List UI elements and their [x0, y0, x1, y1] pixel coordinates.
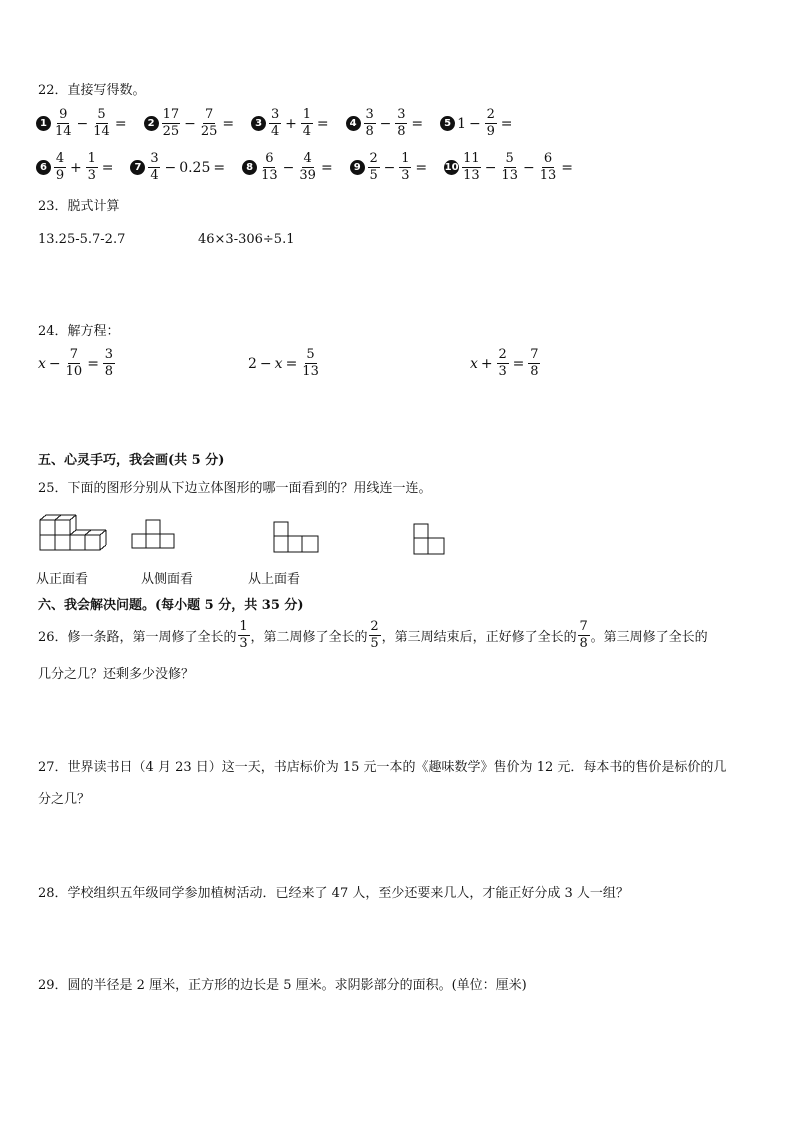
q22-item-6-fraction — [54, 152, 66, 183]
q24-eq1-numerator: 3 — [104, 347, 114, 362]
q22-item-3 — [251, 108, 331, 139]
view-shape-3 — [414, 524, 444, 554]
q22-item-3-operator: = — [316, 115, 329, 132]
q22-item-1-operator: − — [76, 115, 89, 132]
q24-eq2-fraction — [301, 348, 320, 379]
q24-eq2-operator: = — [285, 355, 298, 372]
q22-item-9-numerator: 2 — [369, 151, 378, 166]
q22-item-5 — [440, 108, 515, 139]
q24-eq2-number: 2 — [248, 355, 257, 372]
q22-item-7-number: 0.25 — [179, 159, 211, 176]
q22-item-6-denominator: 9 — [55, 168, 65, 183]
q23-title: 23．脱式计算 — [38, 199, 120, 214]
q22-item-7-operator: − — [164, 159, 177, 176]
item-number-badge: 2 — [144, 116, 159, 131]
q24-eq1-operator: = — [87, 355, 99, 372]
q22-item-3-numerator: 3 — [270, 107, 280, 122]
item-number-badge: 4 — [346, 116, 361, 131]
q22-item-8-operator: − — [282, 159, 295, 176]
q22-item-6-denominator: 3 — [87, 168, 96, 183]
view-top-label: 从上面看 — [248, 572, 301, 587]
q26-fraction-2: $\frac{2}{5}$ — [370, 619, 379, 651]
q22-item-10-denominator: 13 — [501, 168, 518, 183]
q22-title: 22．直接写得数。 — [38, 83, 146, 98]
view-shape-1 — [132, 520, 174, 548]
q26-text-1: 26．修一条路，第一周修了全长的 — [38, 630, 237, 645]
q22-item-10-fraction — [462, 152, 481, 183]
view-shape-2 — [274, 522, 318, 552]
q23-expr-2: 46×3-306÷5.1 — [198, 232, 295, 247]
item-number-badge: 8 — [242, 160, 257, 175]
q22-item-9-fraction — [368, 152, 380, 183]
q22-item-3-operator: + — [285, 115, 297, 132]
q22-item-2-denominator: 25 — [162, 124, 180, 139]
q22-item-6 — [36, 152, 116, 183]
q22-item-1-fraction — [92, 108, 111, 139]
q22-item-8-operator: = — [320, 159, 333, 176]
item-number-badge: 3 — [251, 116, 266, 131]
q22-item-5-operator: − — [468, 115, 481, 132]
q24-eq1-variable: x — [38, 355, 46, 372]
q22-item-6-numerator: 1 — [87, 151, 96, 166]
q26-fraction-1: $\frac{1}{3}$ — [239, 619, 248, 651]
q22-item-3-fraction — [269, 108, 281, 139]
q22-item-8 — [242, 152, 336, 183]
q26-fraction-3: $\frac{7}{8}$ — [579, 619, 588, 651]
item-number-badge: 7 — [130, 160, 145, 175]
q24-eq2-denominator: 13 — [302, 364, 319, 379]
q24-eq3-fraction — [497, 348, 509, 379]
q22-item-3-fraction — [301, 108, 313, 139]
q26-line-1 — [38, 620, 708, 651]
q28-line-1: 28．学校组织五年级同学参加植树活动．已经来了 47 人，至少还要来几人，才能正好分成 3 人一组？ — [38, 886, 629, 901]
q22-item-1-numerator: 9 — [59, 107, 68, 122]
q22-row-1 — [36, 108, 529, 139]
q24-eq1-fraction — [103, 348, 115, 379]
q24-equation-3 — [470, 348, 541, 379]
q22-row-2 — [36, 152, 590, 183]
q22-item-5-number: 1 — [457, 115, 466, 132]
q29-line-1: 29．圆的半径是 2 厘米，正方形的边长是 5 厘米。求阴影部分的面积。(单位：厘米) — [38, 978, 527, 993]
q23-expr-1: 13.25-5.7-2.7 — [38, 232, 126, 247]
q22-item-2 — [144, 108, 238, 139]
q22-item-4-numerator: 3 — [365, 107, 374, 122]
q24-eq2-variable: x — [274, 355, 283, 372]
q22-item-1-denominator: 14 — [55, 124, 72, 139]
q22-item-1-operator: = — [114, 115, 127, 132]
q22-item-10-fraction — [539, 152, 558, 183]
q22-item-8-fraction — [298, 152, 317, 183]
view-side-label: 从侧面看 — [141, 572, 194, 587]
q24-eq3-numerator: 2 — [498, 347, 507, 362]
q22-item-6-operator: + — [70, 159, 82, 176]
q26-line-2: 几分之几？还剩多少没修？ — [38, 667, 195, 682]
q24-eq3-denominator: 3 — [498, 364, 507, 379]
q22-item-8-fraction — [260, 152, 279, 183]
q24-eq3-fraction — [528, 348, 540, 379]
q22-item-10-denominator: 13 — [539, 168, 557, 183]
solid-figure — [40, 515, 106, 550]
section-5-title: 五、心灵手巧，我会画(共 5 分) — [38, 453, 225, 468]
q24-eq3-denominator: 8 — [530, 364, 539, 379]
q22-item-8-numerator: 4 — [303, 151, 312, 166]
q22-item-10-fraction — [500, 152, 519, 183]
q22-item-4-numerator: 3 — [397, 107, 406, 122]
q22-item-4-operator: − — [379, 115, 392, 132]
q22-item-5-numerator: 2 — [486, 107, 495, 122]
q22-item-5-operator: = — [500, 115, 513, 132]
q24-equation-1 — [38, 348, 116, 379]
q24-equation-2 — [248, 348, 321, 379]
q22-item-8-numerator: 6 — [265, 151, 274, 166]
q27-line-1: 27．世界读书日（4 月 23 日）这一天，书店标价为 15 元一本的《趣味数学》售价为 12 元．每本书的售价是标价的几 — [38, 760, 727, 775]
item-number-badge: 9 — [350, 160, 365, 175]
q22-item-9-operator: − — [383, 159, 396, 176]
q24-title: 24．解方程： — [38, 324, 120, 339]
q22-item-1-fraction — [54, 108, 73, 139]
q25-figures — [36, 510, 456, 560]
q22-item-4 — [346, 108, 426, 139]
q22-item-10 — [444, 152, 576, 183]
q22-item-8-denominator: 13 — [261, 168, 278, 183]
q25-title: 25．下面的图形分别从下边立体图形的哪一面看到的？用线连一连。 — [38, 481, 432, 496]
q24-eq3-numerator: 7 — [530, 347, 539, 362]
q22-item-9-numerator: 1 — [401, 151, 410, 166]
q24-eq3-operator: + — [480, 355, 493, 372]
q22-item-4-fraction — [364, 108, 376, 139]
q22-item-10-numerator: 5 — [505, 151, 514, 166]
q24-eq1-numerator: 7 — [69, 347, 79, 362]
q22-item-3-numerator: 1 — [302, 107, 311, 122]
q22-item-7-operator: = — [213, 159, 226, 176]
q24-eq1-operator: − — [48, 355, 61, 372]
q22-item-6-numerator: 4 — [55, 151, 65, 166]
q26-text-3: ，第三周结束后，正好修了全长的 — [381, 630, 577, 645]
q22-item-9 — [350, 152, 430, 183]
q22-item-8-denominator: 39 — [299, 168, 316, 183]
q24-eq3-variable: x — [470, 355, 478, 372]
q22-item-2-numerator: 17 — [162, 107, 180, 122]
q22-item-4-operator: = — [411, 115, 424, 132]
q22-item-6-fraction — [86, 152, 98, 183]
q22-item-7-denominator: 4 — [150, 168, 159, 183]
section-6-title: 六、我会解决问题。(每小题 5 分，共 35 分) — [38, 598, 304, 613]
q22-item-1-numerator: 5 — [97, 107, 106, 122]
q22-item-9-denominator: 5 — [369, 168, 378, 183]
q22-item-6-operator: = — [101, 159, 114, 176]
q22-item-9-denominator: 3 — [401, 168, 410, 183]
q26-text-4: 。第三周修了全长的 — [590, 630, 708, 645]
q22-item-5-fraction — [485, 108, 497, 139]
item-number-badge: 1 — [36, 116, 51, 131]
q22-item-1-denominator: 14 — [93, 124, 110, 139]
q22-item-1 — [36, 108, 130, 139]
q22-item-10-operator: − — [522, 159, 535, 176]
q27-line-2: 分之几？ — [38, 792, 91, 807]
q22-item-9-fraction — [399, 152, 411, 183]
q24-eq2-numerator: 5 — [306, 347, 315, 362]
q24-eq2-operator: − — [259, 355, 272, 372]
q22-item-10-operator: = — [561, 159, 573, 176]
q24-eq3-operator: = — [512, 355, 525, 372]
q22-item-7-numerator: 3 — [150, 151, 159, 166]
item-number-badge: 6 — [36, 160, 51, 175]
item-number-badge: 5 — [440, 116, 455, 131]
q22-item-2-operator: = — [222, 115, 235, 132]
q22-item-10-numerator: 6 — [543, 151, 553, 166]
q22-item-2-fraction — [200, 108, 219, 139]
q22-item-10-denominator: 13 — [463, 168, 480, 183]
q22-item-2-numerator: 7 — [204, 107, 214, 122]
q22-item-5-denominator: 9 — [486, 124, 495, 139]
q22-item-7-fraction — [148, 152, 160, 183]
q24-eq1-denominator: 8 — [104, 364, 114, 379]
q24-eq1-fraction — [65, 348, 84, 379]
q22-item-2-operator: − — [184, 115, 196, 132]
q22-item-3-denominator: 4 — [270, 124, 280, 139]
q22-item-2-fraction — [162, 108, 181, 139]
view-front-label: 从正面看 — [36, 572, 89, 587]
q22-item-3-denominator: 4 — [302, 124, 311, 139]
q26-text-2: ，第二周修了全长的 — [250, 630, 368, 645]
q24-eq1-denominator: 10 — [65, 364, 83, 379]
q22-item-4-denominator: 8 — [365, 124, 374, 139]
q22-item-7 — [130, 152, 228, 183]
q22-item-4-denominator: 8 — [397, 124, 406, 139]
q22-item-9-operator: = — [415, 159, 428, 176]
q22-item-10-numerator: 11 — [463, 151, 480, 166]
q22-item-2-denominator: 25 — [200, 124, 218, 139]
item-number-badge: 10 — [444, 162, 459, 173]
q22-item-4-fraction — [395, 108, 407, 139]
q22-item-10-operator: − — [484, 159, 497, 176]
